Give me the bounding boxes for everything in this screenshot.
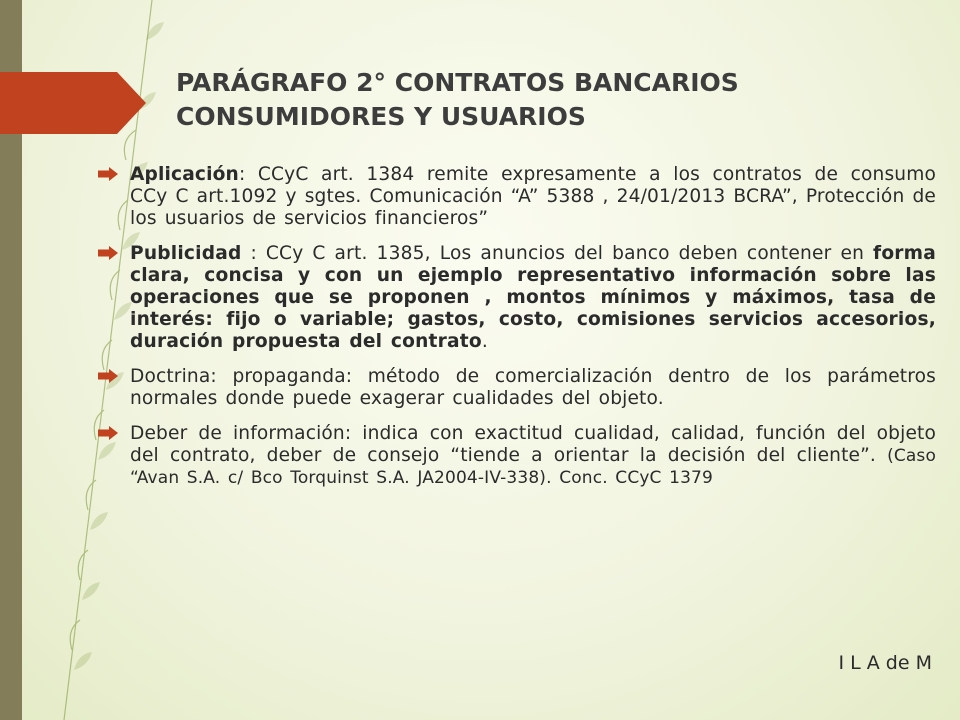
arrow-bullet-icon	[98, 246, 118, 260]
bullet-text: Doctrina: propaganda: método de comercialización dentro de los parámetros normales donde puede exagerar cualidades del objeto.	[130, 366, 936, 409]
author-initials: I L A de M	[838, 652, 932, 674]
bullet-publicidad	[96, 243, 936, 353]
bullet-body: Deber de información: indica con exactitud cualidad, calidad, función del objeto del contrato, deber de consejo “tiende a orientar la decisión del cliente”.	[130, 423, 936, 466]
arrow-bullet-icon	[98, 426, 118, 440]
arrow-bullet-icon	[98, 167, 118, 181]
bullet-text	[130, 423, 936, 489]
arrow-bullet-icon	[98, 369, 118, 383]
bullet-citation: (Caso “Avan S.A. c/ Bco Torquinst S.A. JA2004-IV-338). Conc. CCyC 1379	[130, 446, 936, 488]
bullet-aplicacion	[96, 164, 936, 230]
bullet-end: .	[481, 331, 488, 352]
bullet-emphasis: forma clara, concisa y con un ejemplo representativo información sobre las operaciones que se proponen , montos mínimos y máximos, tasa de interés: fijo o variable; gastos, costo, comisiones servicios accesorios, duración propuesta del contrato	[130, 243, 936, 352]
bullet-label: Aplicación	[130, 164, 239, 185]
title-arrow-tab	[0, 72, 146, 134]
bullet-list	[96, 164, 936, 502]
bullet-doctrina	[96, 366, 936, 410]
bullet-body: : CCyC art. 1384 remite expresamente a los contratos de consumo CCy C art.1092 y sgtes. Comunicación “A” 5388 , 24/01/2013 BCRA”, Protección de los usuarios de servicios financieros”	[130, 164, 936, 229]
bullet-text	[130, 243, 936, 353]
bullet-body: : CCy C art. 1385, Los anuncios del banco deben contener en	[241, 243, 874, 264]
slide-title	[176, 66, 916, 134]
title-line-1: PARÁGRAFO 2° CONTRATOS BANCARIOS	[176, 68, 739, 97]
bullet-text	[130, 164, 936, 230]
bullet-deber-informacion	[96, 423, 936, 489]
bullet-label: Publicidad	[130, 243, 242, 264]
title-line-2: CONSUMIDORES Y USUARIOS	[176, 102, 586, 131]
